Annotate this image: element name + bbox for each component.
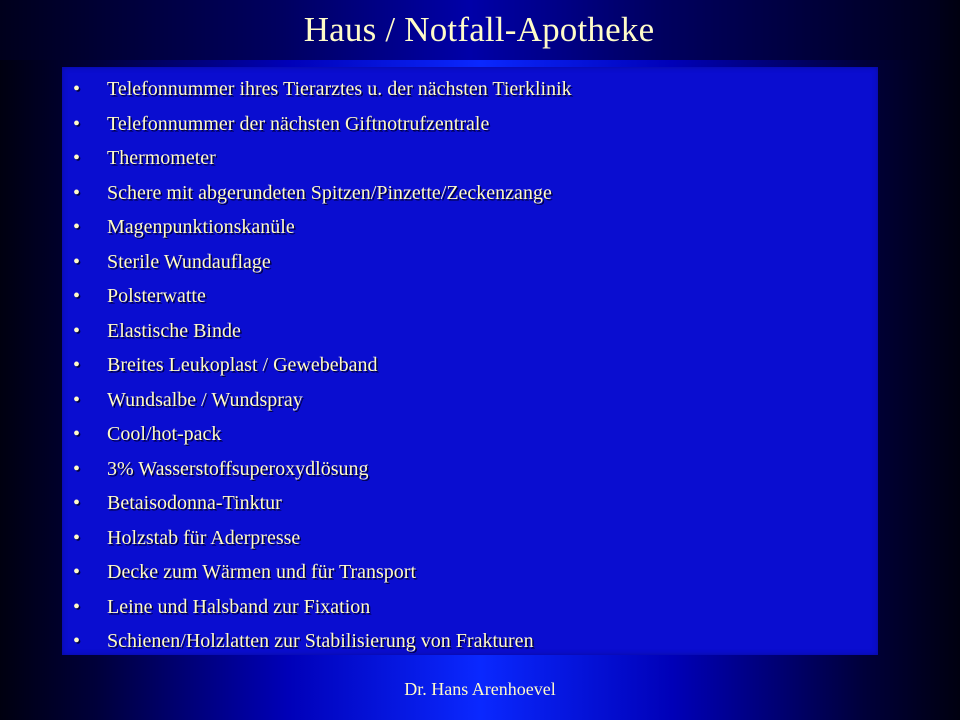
list-item-text: Thermometer	[107, 147, 216, 169]
bullet-icon: •	[73, 423, 81, 445]
footer-author: Dr. Hans Arenhoevel	[404, 679, 556, 699]
list-item-text: Telefonnummer der nächsten Giftnotrufzentrale	[107, 112, 490, 135]
bullet-icon: •	[73, 630, 81, 652]
list-item	[62, 624, 878, 659]
bullet-icon: •	[73, 492, 81, 514]
bullet-icon: •	[73, 388, 81, 411]
list-item-text: Decke zum Wärmen und für Transport	[107, 561, 417, 583]
list-item	[62, 245, 878, 280]
list-item	[62, 141, 878, 176]
list-item-text: Polsterwatte	[107, 285, 206, 307]
list-item-text: Wundsalbe / Wundspray	[107, 388, 303, 411]
list-item	[62, 176, 878, 211]
list-item	[62, 107, 878, 142]
list-item-text: 3% Wasserstoffsuperoxydlösung	[107, 457, 369, 480]
list-item	[62, 348, 878, 383]
bullet-icon: •	[73, 595, 81, 618]
list-item-text: Leine und Halsband zur Fixation	[107, 595, 371, 618]
bullet-icon: •	[73, 181, 81, 204]
list-item	[62, 521, 878, 556]
checklist	[62, 67, 878, 659]
list-item-text: Telefonnummer ihres Tierarztes u. der nächsten Tierklinik	[107, 78, 572, 100]
list-item-text: Cool/hot-pack	[107, 423, 222, 445]
list-item-text: Betaisodonna-Tinktur	[107, 492, 282, 514]
list-item	[62, 279, 878, 314]
list-item	[62, 383, 878, 418]
bullet-icon: •	[73, 561, 81, 583]
bullet-icon: •	[73, 457, 81, 480]
bullet-icon: •	[73, 112, 81, 135]
slide-title: Haus / Notfall-Apotheke	[303, 10, 655, 49]
bullet-icon: •	[73, 285, 81, 307]
list-item	[62, 210, 878, 245]
list-panel	[62, 67, 878, 655]
list-item-text: Holzstab für Aderpresse	[107, 526, 301, 549]
bullet-icon: •	[73, 216, 81, 238]
list-item	[62, 314, 878, 349]
title-bar	[0, 0, 940, 60]
list-item-text: Sterile Wundauflage	[107, 250, 271, 273]
list-item	[62, 452, 878, 487]
list-item	[62, 486, 878, 521]
bullet-icon: •	[73, 250, 81, 273]
list-item	[62, 72, 878, 107]
list-item-text: Elastische Binde	[107, 319, 241, 342]
bullet-icon: •	[73, 526, 81, 549]
bullet-icon: •	[73, 354, 81, 376]
bullet-icon: •	[73, 147, 81, 169]
bullet-icon: •	[73, 78, 81, 100]
list-item	[62, 417, 878, 452]
list-item	[62, 555, 878, 590]
list-item-text: Schienen/Holzlatten zur Stabilisierung von Frakturen	[107, 630, 534, 652]
bullet-icon: •	[73, 319, 81, 342]
list-item	[62, 590, 878, 625]
list-item-text: Magenpunktionskanüle	[107, 216, 295, 238]
list-item-text: Breites Leukoplast / Gewebeband	[107, 354, 378, 376]
list-item-text: Schere mit abgerundeten Spitzen/Pinzette/Zeckenzange	[107, 181, 552, 204]
